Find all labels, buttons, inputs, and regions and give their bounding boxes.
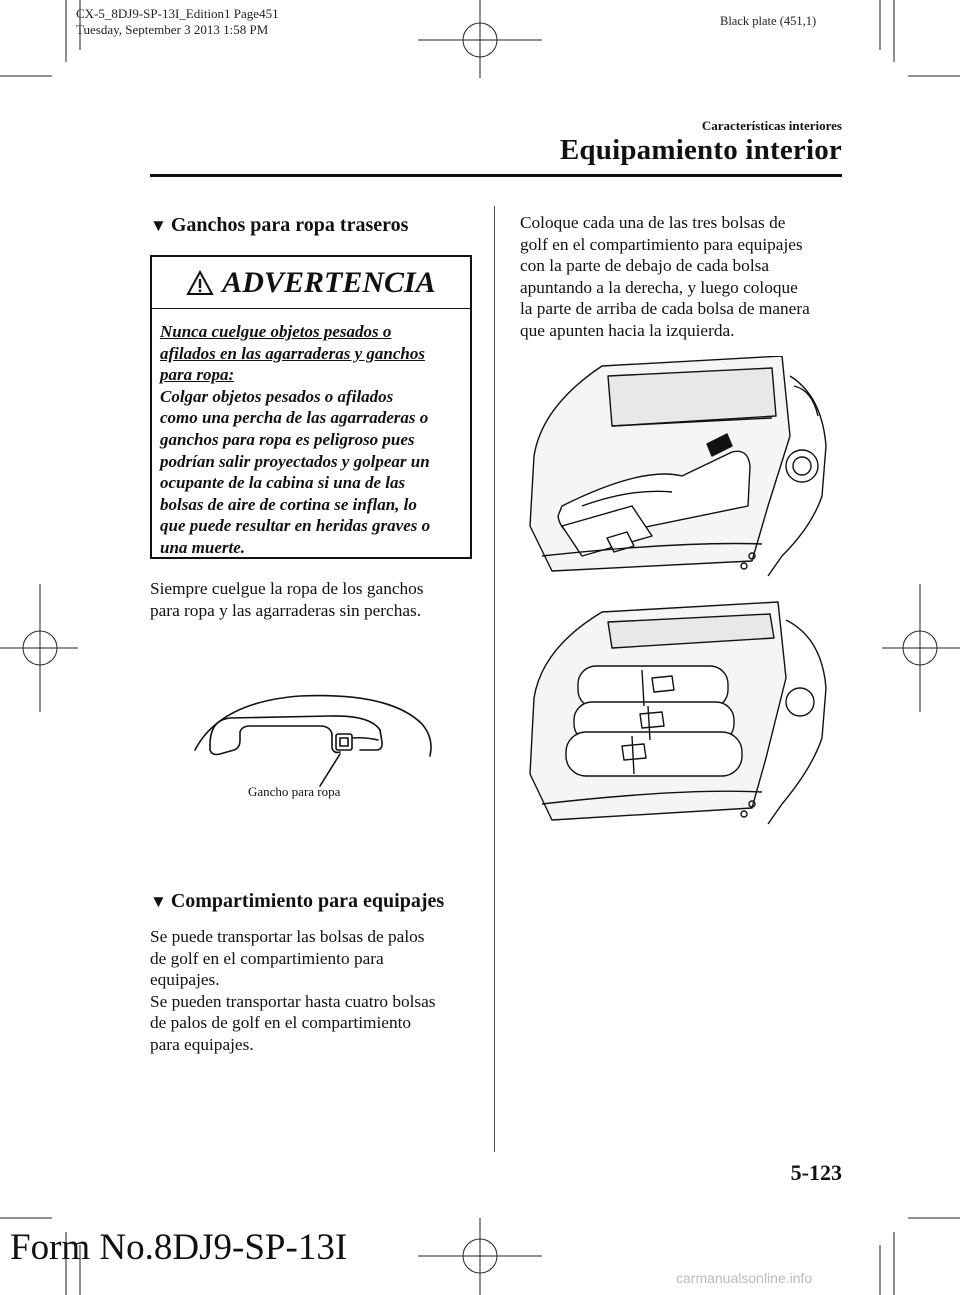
warning-line: podrían salir proyectados y golpear un: [160, 451, 430, 471]
paragraph-line: Se pueden transportar hasta cuatro bolsas: [150, 991, 436, 1011]
paragraph-hang-clothes: [150, 578, 424, 621]
figure-caption-clothes-hook: Gancho para ropa: [248, 784, 341, 799]
paragraph-line: apuntando a la derecha, y luego coloque: [520, 277, 798, 297]
column-divider: [494, 206, 495, 1152]
paragraph-line: con la parte de debajo de cada bolsa: [520, 256, 770, 275]
warning-header: [152, 257, 470, 309]
warning-line: como una percha de las agarraderas o: [160, 408, 429, 428]
warning-line: una muerte.: [160, 537, 246, 557]
cargo-golf-bag-illustration-1: [522, 356, 842, 586]
site-watermark: carmanualsonline.info: [676, 1270, 813, 1286]
warning-lead-2: afilados en las agarraderas y ganchos: [160, 343, 425, 363]
paragraph-line: Se puede transportar las bolsas de palos: [150, 927, 425, 946]
heading-text: Compartimiento para equipajes: [170, 890, 445, 912]
warning-title: ADVERTENCIA: [222, 265, 436, 299]
warning-box: [150, 255, 472, 559]
warning-triangle-icon: [186, 270, 214, 296]
section-title: Equipamiento interior: [559, 134, 842, 166]
paragraph-line: Siempre cuelgue la ropa de los ganchos: [150, 579, 424, 598]
heading-marker: ▼: [150, 892, 167, 911]
warning-lead-1: Nunca cuelgue objetos pesados o: [160, 322, 392, 341]
paragraph-line: de golf en el compartimiento para: [150, 948, 384, 968]
warning-lead-3: para ropa:: [160, 365, 235, 385]
cargo-golf-bag-illustration-2: [522, 598, 842, 838]
paragraph-line: Coloque cada una de las tres bolsas de: [520, 213, 786, 232]
header-rule: [150, 174, 842, 177]
warning-line: Colgar objetos pesados o afilados: [160, 386, 394, 406]
heading-marker: ▼: [150, 216, 167, 235]
paragraph-line: de palos de golf en el compartimiento: [150, 1013, 412, 1032]
warning-text: [160, 321, 464, 559]
paragraph-line: para ropa y las agarraderas sin perchas.: [150, 600, 422, 620]
paragraph-line: golf en el compartimiento para equipajes: [520, 234, 803, 254]
form-number: Form No.8DJ9-SP-13I: [10, 1227, 348, 1268]
print-meta-line1: CX-5_8DJ9-SP-13I_Edition1 Page451: [76, 6, 279, 21]
warning-line: que puede resultar en heridas graves o: [160, 516, 431, 536]
print-meta-line2: Tuesday, September 3 2013 1:58 PM: [76, 22, 269, 37]
paragraph-line: que apunten hacia la izquierda.: [520, 320, 735, 340]
paragraph-line: la parte de arriba de cada bolsa de manera: [520, 299, 810, 318]
paragraph-line: equipajes.: [150, 970, 220, 989]
warning-line: bolsas de aire de cortina se inflan, lo: [160, 494, 417, 514]
warning-line: ganchos para ropa es peligroso pues: [160, 429, 415, 449]
print-metadata: [76, 6, 279, 38]
chapter-label: Características interiores: [701, 118, 842, 133]
paragraph-line: para equipajes.: [150, 1034, 254, 1054]
heading-luggage-compartment: [150, 890, 444, 913]
plate-label: Black plate (451,1): [720, 14, 817, 28]
paragraph-golf-bags: [150, 926, 436, 1055]
heading-rear-clothes-hooks: [150, 214, 408, 237]
heading-text: Ganchos para ropa traseros: [170, 214, 409, 236]
warning-line: ocupante de la cabina si una de las: [160, 473, 406, 493]
paragraph-placement: [520, 212, 810, 341]
page-number: 5-123: [790, 1160, 842, 1185]
